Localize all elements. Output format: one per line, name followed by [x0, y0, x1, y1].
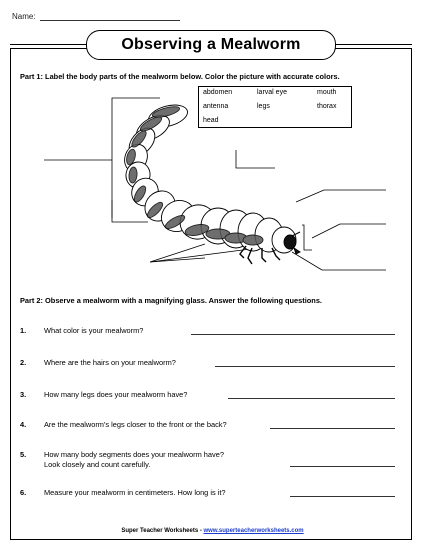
answer-line[interactable] — [215, 366, 395, 367]
question-text: Are the mealworm's legs closer to the front or the back? — [44, 420, 227, 429]
word-bank-item: abdomen — [203, 89, 233, 96]
word-bank-item: thorax — [317, 103, 337, 110]
part1-instructions: Part 1: Label the body parts of the mealworm below. Color the picture with accurate colors. — [20, 72, 340, 81]
page-title: Observing a Mealworm — [121, 36, 301, 53]
question-text: What color is your mealworm? — [44, 326, 144, 335]
label-pointer-right-1 — [296, 190, 324, 202]
question-number: 5. — [20, 450, 27, 459]
label-pointer-legs-1 — [150, 244, 205, 262]
footer — [0, 528, 425, 534]
question-number: 2. — [20, 358, 27, 367]
word-bank-item: mouth — [317, 89, 337, 96]
question-number: 3. — [20, 390, 27, 399]
answer-line[interactable] — [290, 496, 395, 497]
part2-instructions: Part 2: Observe a mealworm with a magnifying glass. Answer the following questions. — [20, 296, 322, 305]
word-bank-item: head — [203, 117, 219, 124]
word-bank-item: larval eye — [257, 89, 287, 96]
footer-credit: Super Teacher Worksheets - — [121, 528, 204, 534]
answer-line[interactable] — [290, 466, 395, 467]
label-bracket-right — [302, 225, 312, 250]
question-text: How many legs does your mealworm have? — [44, 390, 188, 399]
footer-link[interactable]: www.superteacherworksheets.com — [203, 528, 304, 534]
question-text: How many body segments does your mealworm have? — [44, 450, 224, 459]
question-text: Where are the hairs on your mealworm? — [44, 358, 176, 367]
question-text-line2: Look closely and count carefully. — [44, 460, 151, 469]
mealworm-body — [121, 101, 300, 264]
word-bank-item: antenna — [203, 103, 229, 110]
question-number: 6. — [20, 488, 27, 497]
answer-line[interactable] — [191, 334, 395, 335]
name-label: Name: — [12, 12, 36, 21]
label-line-upper-right — [236, 150, 275, 168]
answer-line[interactable] — [228, 398, 395, 399]
label-pointer-right-3 — [292, 252, 322, 270]
answer-line[interactable] — [270, 428, 395, 429]
word-bank-item: legs — [257, 103, 270, 110]
question-text: Measure your mealworm in centimeters. How long is it? — [44, 488, 226, 497]
label-pointer-right-2 — [312, 224, 340, 238]
question-number: 1. — [20, 326, 27, 335]
question-number: 4. — [20, 420, 27, 429]
